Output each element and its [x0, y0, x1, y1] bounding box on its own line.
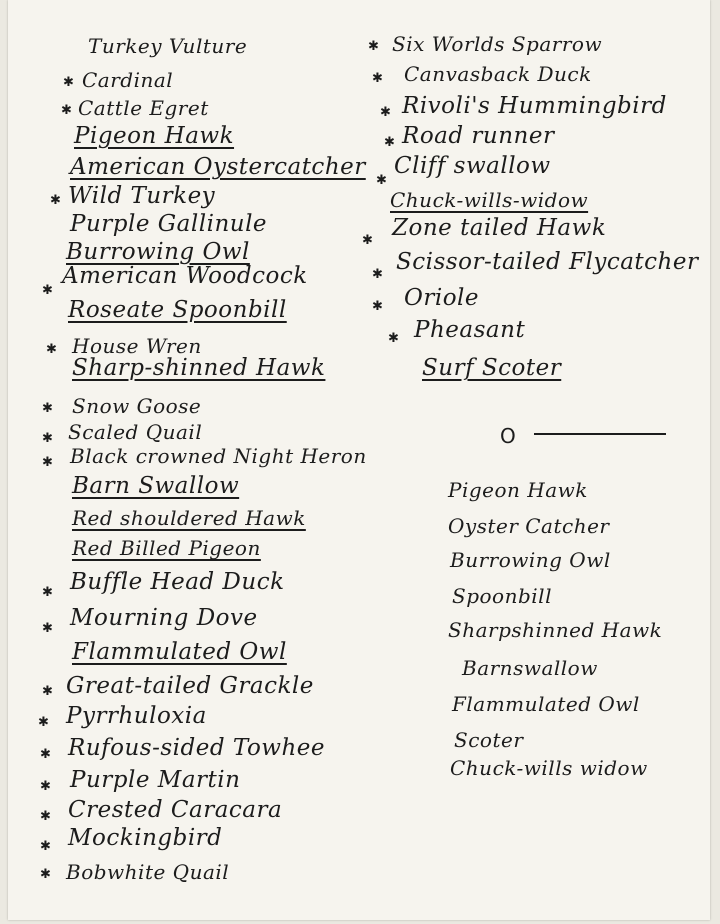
star-mark: ✱ — [376, 173, 387, 188]
star-mark: ✱ — [40, 747, 51, 762]
bird-entry: Purple Gallinule — [70, 211, 268, 237]
star-mark: ✱ — [63, 75, 74, 90]
star-mark: ✱ — [362, 233, 373, 248]
star-mark: ✱ — [42, 431, 53, 446]
bird-entry: Barn Swallow — [72, 473, 240, 499]
bird-entry: Zone tailed Hawk — [392, 215, 607, 241]
bird-entry: Six Worlds Sparrow — [392, 32, 603, 56]
bird-entry: Snow Goose — [72, 394, 202, 418]
bird-entry: Wild Turkey — [68, 183, 216, 209]
star-mark: ✱ — [384, 135, 395, 150]
star-mark: ✱ — [40, 867, 51, 882]
star-mark: ✱ — [40, 809, 51, 824]
bird-entry: Great-tailed Grackle — [66, 673, 314, 699]
star-mark: ✱ — [46, 342, 57, 357]
bird-entry: Cattle Egret — [78, 96, 209, 120]
star-mark: ✱ — [42, 585, 53, 600]
star-mark: ✱ — [42, 621, 53, 636]
star-mark: ✱ — [368, 39, 379, 54]
star-mark: ✱ — [38, 715, 49, 730]
bird-entry: Mourning Dove — [70, 605, 258, 631]
list-item: Chuck-wills widow — [450, 756, 648, 780]
star-mark: ✱ — [42, 455, 53, 470]
bird-entry: Scissor-tailed Flycatcher — [396, 249, 699, 275]
bird-entry: Surf Scoter — [422, 355, 562, 381]
list-item: Flammulated Owl — [452, 692, 640, 716]
bird-entry: Chuck-wills-widow — [390, 188, 589, 212]
bird-entry: American Oystercatcher — [70, 154, 366, 180]
bird-entry: Bobwhite Quail — [66, 860, 230, 884]
bird-entry: Rufous-sided Towhee — [68, 735, 326, 761]
bird-entry: Pigeon Hawk — [74, 123, 235, 149]
bird-entry: Turkey Vulture — [88, 34, 248, 58]
bird-entry: Scaled Quail — [68, 420, 203, 444]
bird-entry: Crested Caracara — [68, 797, 283, 823]
bird-entry: Sharp-shinned Hawk — [72, 355, 326, 381]
bird-entry: Buffle Head Duck — [70, 569, 285, 595]
star-mark: ✱ — [40, 839, 51, 854]
list-item: Barnswallow — [462, 656, 598, 680]
bird-entry: Red Billed Pigeon — [72, 536, 261, 560]
bird-entry: Flammulated Owl — [72, 639, 287, 665]
star-mark: ✱ — [50, 193, 61, 208]
horizontal-rule — [534, 433, 666, 435]
bird-entry: Cardinal — [82, 68, 174, 92]
star-mark: ✱ — [372, 71, 383, 86]
handwritten-bird-list-page — [8, 0, 710, 920]
bird-entry: Cliff swallow — [394, 153, 551, 179]
circle-mark: O — [500, 424, 516, 448]
bird-entry: Canvasback Duck — [404, 62, 592, 86]
star-mark: ✱ — [372, 267, 383, 282]
bird-entry: Pheasant — [414, 317, 526, 343]
list-item: Oyster Catcher — [448, 514, 610, 538]
star-mark: ✱ — [380, 105, 391, 120]
bird-entry: Oriole — [404, 285, 480, 311]
list-item: Burrowing Owl — [450, 548, 611, 572]
star-mark: ✱ — [388, 331, 399, 346]
bird-entry: Red shouldered Hawk — [72, 506, 306, 530]
star-mark: ✱ — [42, 401, 53, 416]
bird-entry: Roseate Spoonbill — [68, 297, 287, 323]
bird-entry: Mockingbird — [68, 825, 223, 851]
list-item: Scoter — [454, 728, 524, 752]
list-item: Sharpshinned Hawk — [448, 618, 663, 642]
star-mark: ✱ — [372, 299, 383, 314]
bird-entry: Pyrrhuloxia — [66, 703, 207, 729]
bird-entry: Black crowned Night Heron — [70, 444, 367, 468]
star-mark: ✱ — [42, 283, 53, 298]
bird-entry: Purple Martin — [70, 767, 241, 793]
star-mark: ✱ — [40, 779, 51, 794]
list-item: Spoonbill — [452, 584, 552, 608]
list-item: Pigeon Hawk — [448, 478, 588, 502]
bird-entry: Burrowing Owl — [66, 239, 250, 265]
star-mark: ✱ — [42, 684, 53, 699]
bird-entry: Rivoli's Hummingbird — [402, 93, 667, 119]
bird-entry: House Wren — [72, 334, 202, 358]
bird-entry: American Woodcock — [62, 263, 308, 289]
bird-entry: Road runner — [402, 123, 555, 149]
star-mark: ✱ — [61, 103, 72, 118]
